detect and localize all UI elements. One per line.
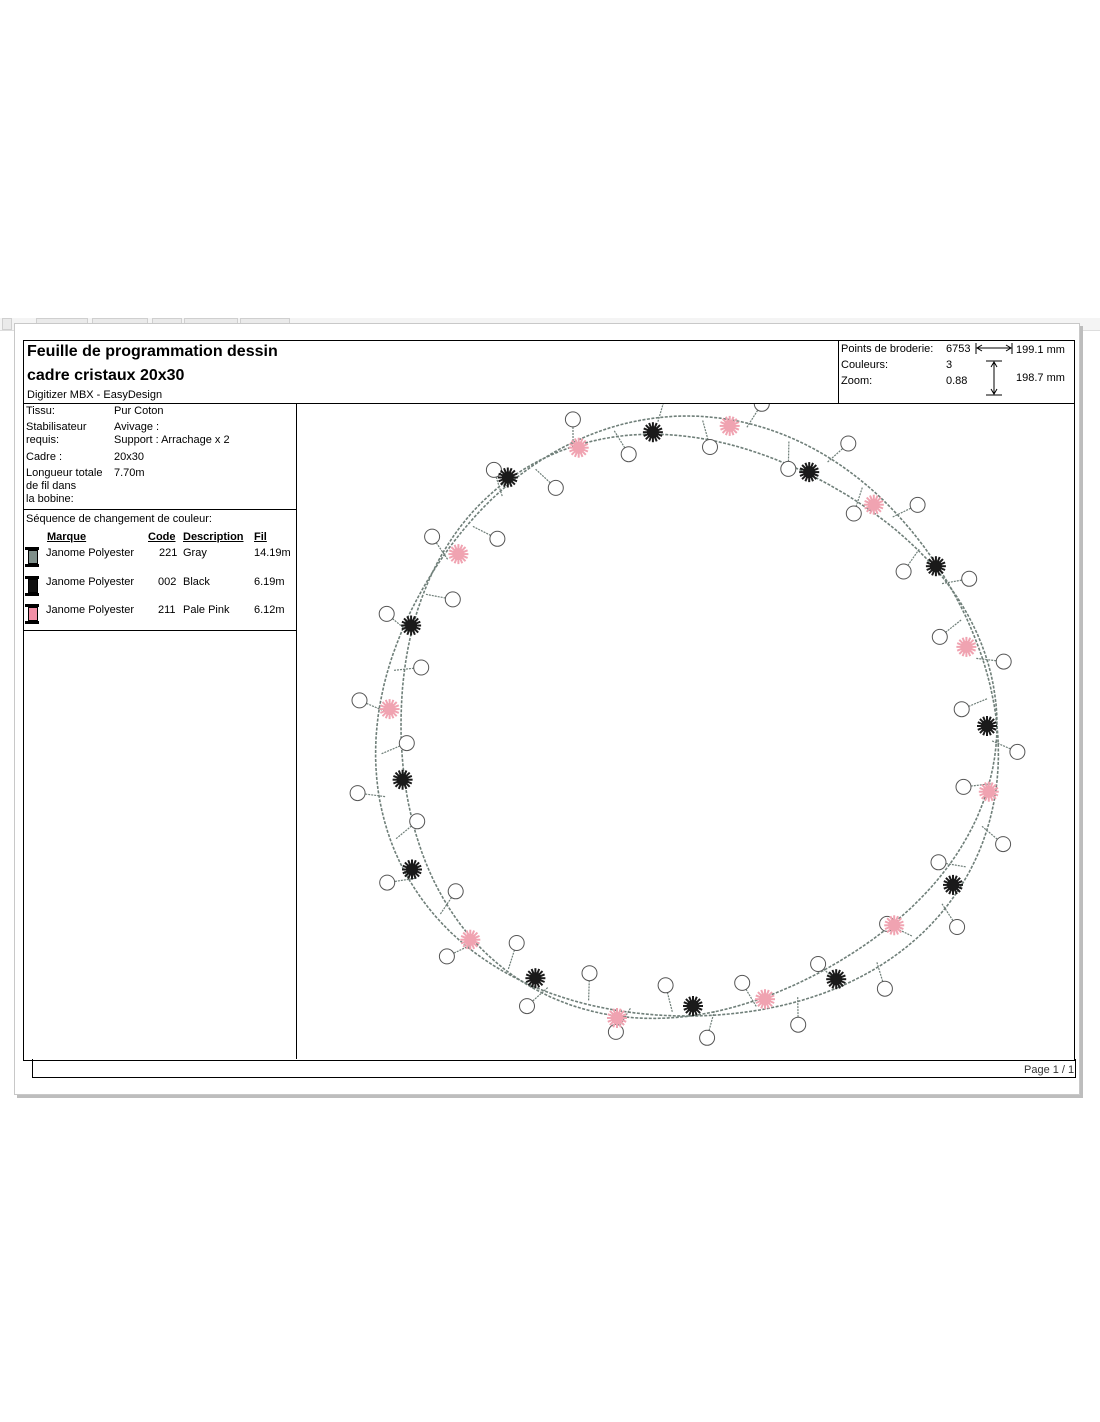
bud-circle: [410, 814, 425, 829]
pink-flower-icon: [979, 782, 999, 802]
bud-circle: [950, 920, 965, 935]
bud-circle: [439, 949, 454, 964]
stabilisateur-value-2: Support : Arrachage x 2: [114, 434, 230, 446]
width-value: 199.1 mm: [1016, 344, 1065, 356]
sequence-divider: [23, 630, 297, 631]
black-flower-icon: [401, 616, 421, 636]
table-row-3-marque: Janome Polyester: [46, 604, 135, 616]
info-divider: [23, 509, 297, 510]
black-flower-icon: [943, 875, 963, 895]
stabilisateur-label-2: requis:: [26, 434, 60, 446]
stabilisateur-value: Avivage :: [114, 421, 160, 433]
software-name: Digitizer MBX - EasyDesign: [27, 389, 163, 401]
zoom-value: 0.88: [946, 375, 968, 387]
bud-circle: [877, 981, 892, 996]
bud-circle: [445, 592, 460, 607]
bud-circle: [621, 447, 636, 462]
bud-circle: [956, 779, 971, 794]
bud-circle: [954, 702, 969, 717]
bud-circle: [399, 736, 414, 751]
black-flower-icon: [926, 556, 946, 576]
cadre-label: Cadre :: [26, 451, 63, 463]
dimension-arrows-icon: [972, 340, 1017, 400]
bud-circle: [996, 837, 1011, 852]
thread-spool-icon: [25, 604, 35, 624]
black-flower-icon: [402, 860, 422, 880]
design-name: cadre cristaux 20x30: [27, 367, 185, 384]
table-row-1-fil: 14.19m: [254, 547, 291, 559]
pink-flower-icon: [569, 438, 589, 458]
longueur-label-3: la bobine:: [26, 493, 74, 505]
tissu-label: Tissu:: [26, 405, 55, 417]
longueur-label: Longueur totale: [26, 467, 103, 479]
bud-circle: [896, 564, 911, 579]
thread-spool-icon: [25, 576, 35, 596]
black-flower-icon: [977, 716, 997, 736]
vine-ring: [401, 434, 997, 1018]
bud-circle: [425, 529, 440, 544]
black-flower-icon: [498, 468, 518, 488]
table-row-2-fil: 6.19m: [254, 576, 285, 588]
bud-circle: [962, 571, 977, 586]
bud-circle: [735, 975, 750, 990]
sequence-title: Séquence de changement de couleur:: [26, 513, 212, 525]
bud-circle: [910, 497, 925, 512]
page-number: Page 1 / 1: [1024, 1064, 1075, 1076]
bud-circle: [565, 412, 580, 427]
table-row-2-description: Black: [183, 576, 210, 588]
bud-circle: [791, 1017, 806, 1032]
bud-circle: [414, 660, 429, 675]
bud-circle: [509, 936, 524, 951]
points-value: 6753: [946, 343, 971, 355]
table-row-2-marque: Janome Polyester: [46, 576, 135, 588]
pink-flower-icon: [460, 930, 480, 950]
table-row-3-fil: 6.12m: [254, 604, 285, 616]
table-row-1-marque: Janome Polyester: [46, 547, 135, 559]
bud-circle: [846, 506, 861, 521]
bud-circle: [486, 462, 501, 477]
flower-motifs: [380, 416, 999, 1028]
pink-flower-icon: [956, 637, 976, 657]
bud-circle: [658, 978, 673, 993]
black-flower-icon: [643, 422, 663, 442]
table-row-1-code: 221: [159, 547, 178, 559]
stats-divider: [838, 340, 839, 404]
bud-circle: [350, 786, 365, 801]
col-fil: Fil: [254, 531, 267, 543]
thread-spool-icon: [25, 547, 35, 567]
bud-circle: [548, 480, 563, 495]
black-flower-icon: [826, 969, 846, 989]
table-row-1-description: Gray: [183, 547, 207, 559]
embroidery-design-preview: [297, 404, 1073, 1059]
bud-circle: [841, 436, 856, 451]
bud-circle: [811, 957, 826, 972]
bud-stem: [658, 404, 666, 422]
vine-ring: [376, 416, 999, 1016]
colors-label: Couleurs:: [841, 359, 889, 371]
table-row-2-code: 002: [158, 576, 177, 588]
col-code: Code: [148, 531, 176, 543]
bud-circle: [380, 875, 395, 890]
bud-circle: [781, 461, 796, 476]
bud-circle: [379, 606, 394, 621]
pink-flower-icon: [755, 989, 775, 1009]
bud-circle: [932, 629, 947, 644]
bud-circle: [700, 1030, 715, 1045]
bud-circle: [1010, 744, 1025, 759]
bud-circle: [996, 654, 1011, 669]
bud-circle: [520, 999, 535, 1014]
bud-circle: [754, 404, 769, 411]
black-flower-icon: [799, 462, 819, 482]
table-row-3-code: 211: [158, 604, 176, 616]
pink-flower-icon: [884, 915, 904, 935]
colors-value: 3: [946, 359, 953, 371]
page-title: Feuille de programmation dessin: [27, 343, 278, 360]
pink-flower-icon: [607, 1008, 627, 1028]
black-flower-icon: [683, 996, 703, 1016]
cadre-value: 20x30: [114, 451, 144, 463]
stabilisateur-label: Stabilisateur: [26, 421, 87, 433]
bud-circles: [350, 404, 1025, 1045]
table-row-3-description: Pale Pink: [183, 604, 230, 616]
bud-circle: [931, 855, 946, 870]
longueur-label-2: de fil dans: [26, 480, 77, 492]
pink-flower-icon: [380, 699, 400, 719]
zoom-label: Zoom:: [841, 375, 873, 387]
vine-stems: [376, 416, 999, 1018]
height-value: 198.7 mm: [1016, 372, 1065, 384]
black-flower-icon: [393, 770, 413, 790]
pink-flower-icon: [720, 416, 740, 436]
black-flower-icon: [525, 968, 545, 988]
col-description: Description: [183, 531, 244, 543]
bud-circle: [490, 531, 505, 546]
pink-flower-icon: [448, 544, 468, 564]
points-label: Points de broderie:: [841, 343, 934, 355]
tissu-value: Pur Coton: [114, 405, 164, 417]
bud-circle: [703, 440, 718, 455]
bud-circle: [352, 693, 367, 708]
bud-circle: [582, 966, 597, 981]
longueur-value: 7.70m: [114, 467, 145, 479]
bud-circle: [448, 884, 463, 899]
pink-flower-icon: [864, 495, 884, 515]
spool-color: [28, 550, 38, 564]
col-marque: Marque: [47, 531, 87, 543]
